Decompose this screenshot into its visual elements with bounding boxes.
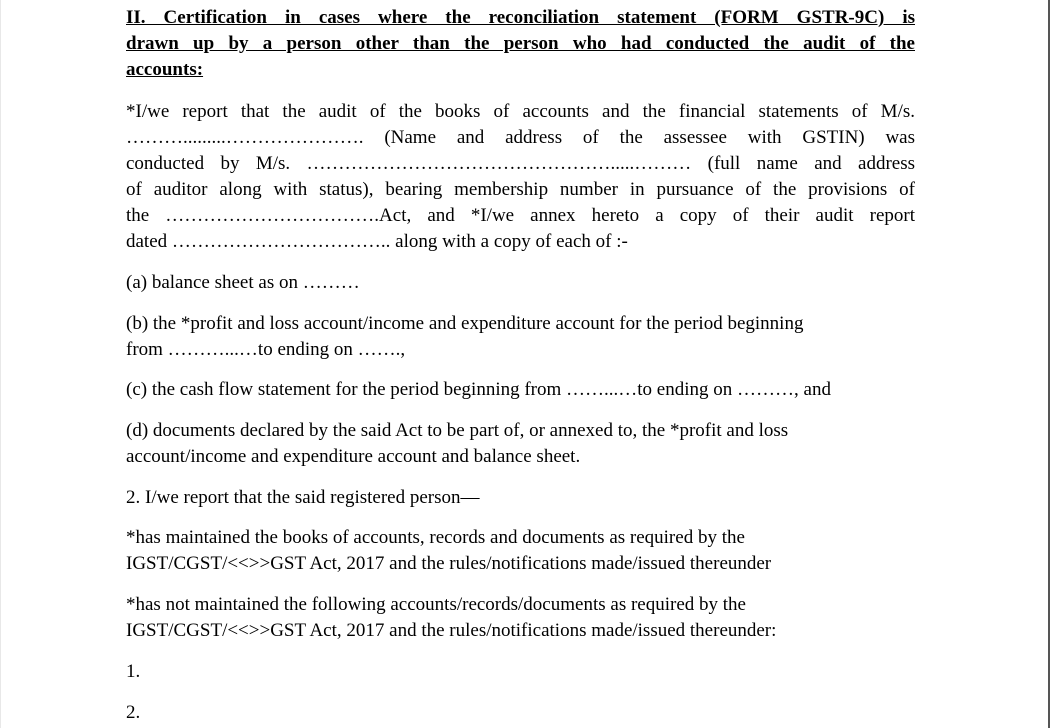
report-line-3: conducted by M/s. ………………………………………….....……… (full name and address <box>126 153 915 174</box>
report-line-2: ……….........…………………. (Name and address of the assessee with GSTIN) was <box>126 127 915 148</box>
maintained-line-2: IGST/CGST/<<>>GST Act, 2017 and the rules/notifications made/issued thereunder <box>126 553 772 574</box>
not-maintained-line-1: *has not maintained the following accounts/records/documents as required by the <box>126 594 746 615</box>
heading-line-3: accounts: <box>126 59 204 80</box>
report-line-4: of auditor along with status), bearing membership number in pursuance of the provisions of <box>126 179 915 200</box>
not-maintained-line-2: IGST/CGST/<<>>GST Act, 2017 and the rules/notifications made/issued thereunder: <box>126 620 777 641</box>
report-paragraph <box>126 99 915 255</box>
item-d-line-2: account/income and expenditure account and balance sheet. <box>126 446 581 467</box>
item-b <box>126 311 915 363</box>
maintained-line-1: *has maintained the books of accounts, records and documents as required by the <box>126 527 745 548</box>
item-c <box>126 377 915 403</box>
heading-line-1: II. Certification in cases where the reconciliation statement (FORM GSTR-9C) is <box>126 7 915 28</box>
item-a-text: (a) balance sheet as on ……… <box>126 272 360 293</box>
list-item-number-1: 1. <box>126 661 141 682</box>
section-2-intro <box>126 485 915 511</box>
report-line-5: the …………………………….Act, and *I/we annex hereto a copy of their audit report <box>126 205 915 226</box>
report-line-1: *I/we report that the audit of the books of accounts and the financial statements of M/s. <box>126 101 915 122</box>
report-line-6: dated …………………………….. along with a copy of each of :- <box>126 231 628 252</box>
not-maintained-statement <box>126 592 915 644</box>
list-item-number-2: 2. <box>126 702 141 723</box>
item-c-text: (c) the cash flow statement for the period beginning from ……...…to ending on ………, and <box>126 379 831 400</box>
heading-line-2: drawn up by a person other than the person who had conducted the audit of the <box>126 33 915 54</box>
item-b-line-1: (b) the *profit and loss account/income and expenditure account for the period beginning <box>126 313 804 334</box>
list-item <box>126 700 915 726</box>
item-d <box>126 418 915 470</box>
section-heading <box>126 5 915 83</box>
item-b-line-2: from ………...…to ending on ……., <box>126 339 406 360</box>
item-a <box>126 270 915 296</box>
list-item <box>126 659 915 685</box>
maintained-statement <box>126 525 915 577</box>
item-d-line-1: (d) documents declared by the said Act to be part of, or annexed to, the *profit and loss <box>126 420 789 441</box>
section-2-intro-text: 2. I/we report that the said registered person— <box>126 487 480 508</box>
